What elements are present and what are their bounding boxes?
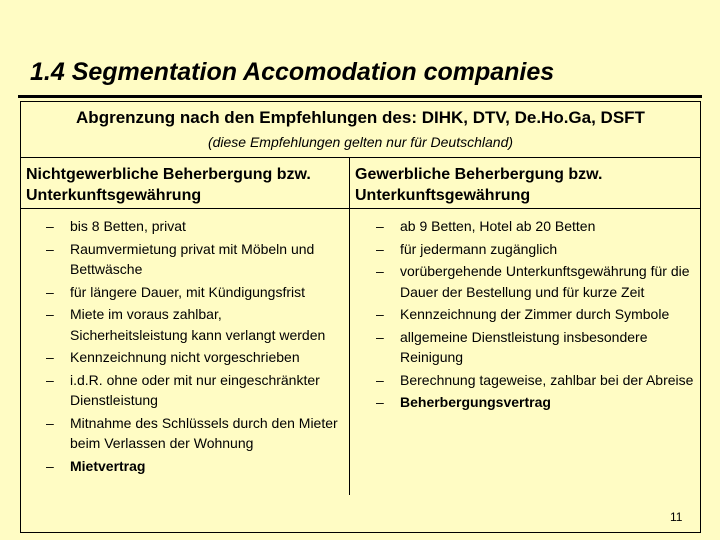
commercial-list	[376, 216, 696, 415]
list-item-text: vorübergehende Unterkunftsgewährung für die Dauer der Bestellung und für kurze Zeit	[400, 263, 690, 300]
list-item-text: Beherbergungsvertrag	[400, 394, 551, 410]
bullet-dash: –	[46, 457, 54, 474]
list-item	[46, 216, 342, 237]
divider-top	[20, 157, 701, 158]
bullet-dash: –	[376, 240, 384, 257]
list-item	[376, 216, 696, 237]
list-item-text: bis 8 Betten, privat	[70, 218, 186, 234]
table-heading: Abgrenzung nach den Empfehlungen des: DIHK, DTV, De.Ho.Ga, DSFT	[76, 108, 645, 127]
list-item-text: Miete im voraus zahlbar, Sicherheitsleistung kann verlangt werden	[70, 306, 326, 343]
table-subheading: (diese Empfehlungen gelten nur für Deutschland)	[207, 134, 514, 150]
bullet-dash: –	[376, 218, 384, 234]
list-item	[376, 392, 696, 413]
column-header-line: Nichtgewerbliche Beherbergung bzw.	[26, 166, 311, 183]
bullet-dash: –	[376, 394, 384, 410]
list-item-text: Berechnung tageweise, zahlbar bei der Abreise	[400, 371, 694, 388]
list-item-text: i.d.R. ohne oder mit nur eingeschränkter Dienstleistung	[70, 371, 320, 408]
column-header-commercial	[355, 164, 695, 206]
list-item-text: für längere Dauer, mit Kündigungsfrist	[70, 283, 306, 300]
list-item	[376, 370, 696, 391]
slide-title: 1.4 Segmentation Accomodation companies	[30, 58, 555, 86]
list-item-text: Mitnahme des Schlüssels durch den Mieter beim Verlassen der Wohnung	[70, 414, 338, 451]
bullet-dash: –	[46, 349, 54, 365]
column-header-line: Unterkunftsgewährung	[355, 187, 531, 204]
list-item-text: Kennzeichnung nicht vorgeschrieben	[70, 349, 300, 365]
bullet-dash: –	[46, 371, 54, 388]
bullet-dash: –	[376, 328, 384, 345]
noncommercial-list	[46, 216, 342, 478]
list-item-text: Kennzeichnung der Zimmer durch Symbole	[400, 306, 670, 322]
list-item	[46, 370, 342, 411]
bullet-dash: –	[376, 371, 384, 388]
list-item	[46, 239, 342, 280]
list-item-text: für jedermann zugänglich	[400, 240, 558, 257]
list-item-text: Raumvermietung privat mit Möbeln und Bettwäsche	[70, 240, 315, 277]
list-item	[46, 413, 342, 454]
bullet-dash: –	[46, 240, 54, 257]
list-item-text: allgemeine Dienstleistung insbesondere Reinigung	[400, 328, 648, 365]
bullet-dash: –	[376, 306, 384, 322]
bullet-dash: –	[46, 414, 54, 431]
column-divider	[349, 157, 350, 495]
list-item	[46, 282, 342, 303]
column-header-noncommercial	[26, 164, 348, 206]
bullet-dash: –	[46, 306, 54, 322]
page-number: 11	[670, 510, 683, 524]
bullet-dash: –	[376, 263, 384, 279]
column-header-line: Unterkunftsgewährung	[26, 187, 202, 204]
list-item	[376, 327, 696, 368]
list-item	[46, 456, 342, 477]
list-item	[46, 347, 342, 368]
column-header-line: Gewerbliche Beherbergung bzw.	[355, 166, 603, 183]
title-underline	[18, 95, 702, 98]
list-item-text: ab 9 Betten, Hotel ab 20 Betten	[400, 218, 596, 234]
bullet-dash: –	[46, 283, 54, 300]
list-item	[376, 239, 696, 260]
list-item	[376, 261, 696, 302]
list-item	[376, 304, 696, 325]
list-item-text: Mietvertrag	[70, 457, 146, 474]
bullet-dash: –	[46, 218, 54, 234]
divider-header	[20, 208, 701, 209]
list-item	[46, 304, 342, 345]
